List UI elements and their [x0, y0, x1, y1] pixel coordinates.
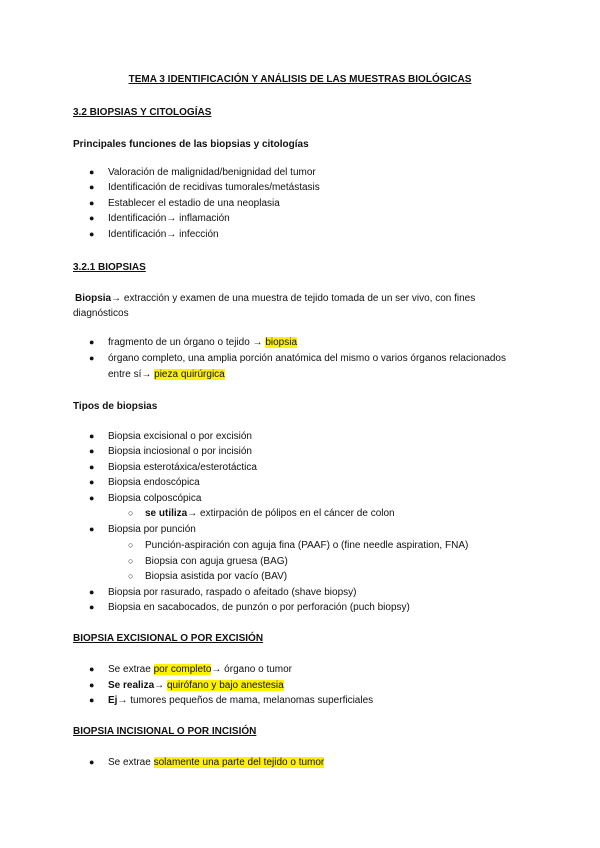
bullet-icon: ● — [89, 353, 95, 363]
bullet-icon: ● — [89, 680, 95, 690]
item-text: Se extrae — [108, 757, 154, 768]
list-item: Biopsia inciosional o por incisión — [108, 446, 252, 457]
item-text: → tumores pequeños de mama, melanomas superficiales — [117, 695, 374, 706]
biopsia-def-text: → extracción y examen de una muestra de tejido tomada de un ser vivo, con fines — [111, 293, 476, 304]
sub-list-item — [145, 507, 395, 520]
highlight-text: quirófano y bajo anestesia — [166, 680, 284, 691]
circle-bullet-icon: ○ — [128, 571, 134, 581]
circle-bullet-icon: ○ — [128, 508, 134, 518]
sub-list-item: Biopsia con aguja gruesa (BAG) — [145, 556, 288, 567]
sub-list-item: Biopsia asistida por vacío (BAV) — [145, 571, 288, 582]
highlight-text: por completo — [153, 664, 212, 675]
list-item: Identificación→ infección — [108, 229, 219, 240]
list-item: órgano completo, una amplia porción anatómica del mismo o varios órganos relacionados — [108, 353, 506, 364]
bullet-icon: ● — [89, 229, 95, 239]
bullet-icon: ● — [89, 213, 95, 223]
item-text: fragmento de un órgano o tejido → — [108, 337, 266, 348]
list-item — [108, 756, 324, 769]
highlight-text: biopsia — [265, 337, 298, 348]
incisional-heading: BIOPSIA INCISIONAL O POR INCISIÓN — [73, 726, 257, 737]
list-item: Biopsia colposcópica — [108, 493, 202, 504]
bold-text: Se realiza — [108, 680, 155, 691]
item-text: entre sí→ — [108, 369, 155, 380]
list-item: Identificación de recidivas tumorales/metástasis — [108, 182, 320, 193]
biopsia-definition — [75, 292, 475, 305]
section-heading-3-2-1: 3.2.1 BIOPSIAS — [73, 262, 146, 273]
bullet-icon: ● — [89, 446, 95, 456]
list-item: Biopsia en sacabocados, de punzón o por perforación (puch biopsy) — [108, 602, 410, 613]
item-text: → órgano o tumor — [211, 664, 293, 675]
tipos-heading: Tipos de biopsias — [73, 401, 158, 412]
item-text: → — [154, 680, 167, 691]
section-heading-3-2: 3.2 BIOPSIAS Y CITOLOGÍAS — [73, 107, 212, 118]
bullet-icon: ● — [89, 477, 95, 487]
list-item: Establecer el estadio de una neoplasia — [108, 198, 280, 209]
bullet-icon: ● — [89, 493, 95, 503]
list-item: Identificación→ inflamación — [108, 213, 230, 224]
list-item: Biopsia esterotáxica/esterotáctica — [108, 462, 257, 473]
circle-bullet-icon: ○ — [128, 556, 134, 566]
bullet-icon: ● — [89, 757, 95, 767]
biopsia-term: Biopsia — [75, 293, 112, 304]
bullet-icon: ● — [89, 695, 95, 705]
bullet-icon: ● — [89, 431, 95, 441]
bullet-icon: ● — [89, 167, 95, 177]
bullet-icon: ● — [89, 462, 95, 472]
bold-text: se utiliza — [145, 508, 188, 519]
bold-text: Ej — [108, 695, 118, 706]
bullet-icon: ● — [89, 198, 95, 208]
excisional-heading: BIOPSIA EXCISIONAL O POR EXCISIÓN — [73, 633, 264, 644]
list-item: Biopsia por punción — [108, 524, 196, 535]
highlight-text: solamente una parte del tejido o tumor — [153, 757, 325, 768]
bullet-icon: ● — [89, 602, 95, 612]
highlight-text: pieza quirúrgica — [154, 369, 225, 380]
item-text: Se extrae — [108, 664, 154, 675]
biopsia-def-continuation: diagnósticos — [73, 308, 129, 319]
bullet-icon: ● — [89, 664, 95, 674]
list-item — [108, 336, 297, 349]
document-title: TEMA 3 IDENTIFICACIÓN Y ANÁLISIS DE LAS MUESTRAS BIOLÓGICAS — [128, 74, 472, 85]
list-item — [108, 663, 292, 676]
funciones-heading: Principales funciones de las biopsias y citologías — [73, 139, 309, 150]
bullet-icon: ● — [89, 182, 95, 192]
list-item: Valoración de malignidad/benignidad del tumor — [108, 167, 316, 178]
list-item: Biopsia endoscópica — [108, 477, 200, 488]
list-item: Biopsia excisional o por excisión — [108, 431, 252, 442]
bullet-icon: ● — [89, 337, 95, 347]
list-item: Biopsia por rasurado, raspado o afeitado (shave biopsy) — [108, 587, 357, 598]
bullet-icon: ● — [89, 524, 95, 534]
bullet-icon: ● — [89, 587, 95, 597]
list-item-continuation — [108, 368, 225, 381]
list-item — [108, 679, 284, 692]
sub-list-item: Punción-aspiración con aguja fina (PAAF) o (fine needle aspiration, FNA) — [145, 540, 469, 551]
item-text: → extirpación de pólipos en el cáncer de colon — [187, 508, 395, 519]
circle-bullet-icon: ○ — [128, 540, 134, 550]
list-item — [108, 694, 373, 707]
